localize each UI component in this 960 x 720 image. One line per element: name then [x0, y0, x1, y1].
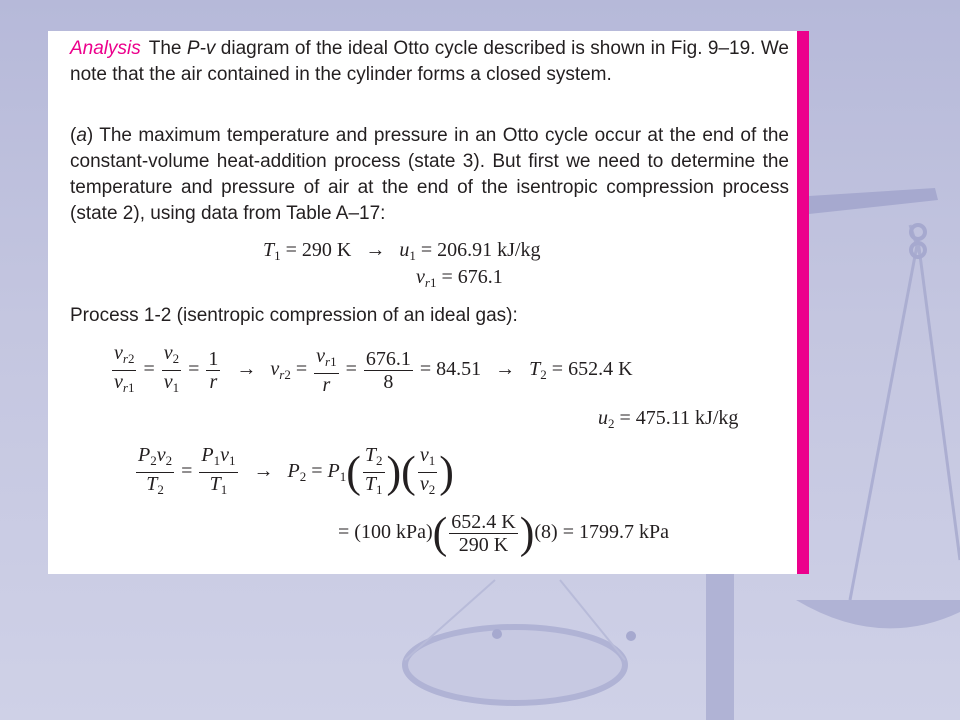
analysis-text-a: The [148, 38, 187, 59]
equation-u2: $u_2 = 475.11$ kJ/kg [598, 407, 739, 431]
part-a-letter: a [76, 125, 87, 146]
t2-value: 652.4 K [451, 511, 516, 533]
accent-bar [797, 31, 809, 574]
r-symbol: r [209, 371, 218, 393]
part-a-text: ) The maximum temperature and pressure in an Otto cycle occur at the end of the constant-volume heat-addition process (state 3). But first we need to determine the temperature and pressure of air at the end of the isentropic compression process (state 2), using data from Table A–17: [70, 125, 789, 224]
vr1-numerator: 676.1 [365, 348, 411, 370]
t1-value: 290 K [301, 239, 352, 261]
process-heading: Process 1-2 (isentropic compression of an ideal gas): [70, 305, 518, 326]
p1-value: (100 kPa) [354, 521, 433, 544]
equation-p2: $\frac{P_2v_2}{T_2}$ = $\frac{P_1v_1}{T_1}$ → $P_2 = P_1$( $\frac{T_2}{T_1}$ )( $\frac{v_1}{v_2}$ ) [138, 444, 454, 497]
t1-value-frac: 290 K [458, 534, 509, 556]
analysis-paragraph [70, 36, 789, 88]
analysis-text-b: diagram of the ideal Otto cycle described is shown in Fig. 9–19. We note that the air contained in the cylinder forms a closed system. [70, 38, 789, 85]
u1-value: 206.91 kJ/kg [437, 239, 541, 261]
t2-result: 652.4 K [568, 358, 633, 381]
ratio-value: (8) [534, 521, 558, 544]
vr1-value: 676.1 [457, 266, 503, 288]
textbook-excerpt [48, 31, 797, 574]
r-denominator: 8 [383, 371, 394, 393]
u2-result: 475.11 kJ/kg [635, 407, 739, 429]
equation-vr1: $v_{r1} = 676.1$ [416, 266, 503, 290]
pv-term: P-v [186, 38, 216, 59]
analysis-label: Analysis [70, 38, 141, 59]
equation-p2-result: = (100 kPa)( $\frac{652.4 K}{290 K}$ )(8) = 1799.7 kPa [338, 508, 669, 558]
equation-t1: $T_1 = 290$ $K \to u_1 = 206.91$ kJ/kg [263, 239, 541, 263]
part-a-paragraph [70, 123, 789, 227]
part-a-open: ( [70, 125, 77, 146]
one-value: 1 [208, 348, 219, 370]
vr2-result: 84.51 [436, 358, 482, 381]
equation-vr2: $\frac{v_{r2}}{v_{r1}}$ = $\frac{v_2}{v_1}$ = $\frac{1}{r}$ → $v_{r2}$ = $\frac{v_{r1}}{r}$ = $\frac{676.1}{8}$ = $84.51 \to T_2 = 652.4$ K [114, 342, 633, 396]
p2-result: 1799.7 kPa [578, 521, 669, 544]
